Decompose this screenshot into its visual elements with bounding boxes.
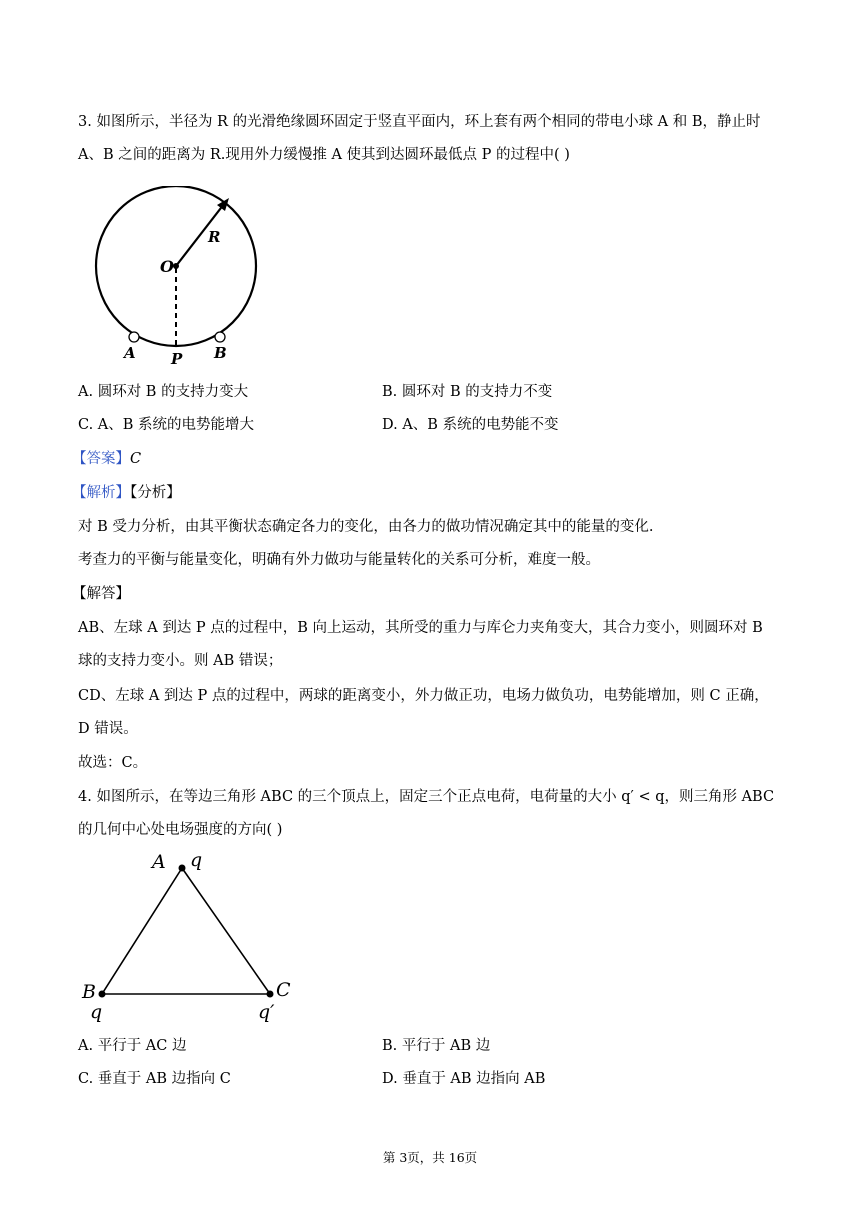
answer-value: C [130,451,142,467]
label-b: B [214,344,227,362]
q3-jieda-line4: D 错误。 [78,721,138,737]
q3-stem-line2: A、B 之间的距离为 R.现用外力缓慢推 A 使其到达圆环最低点 P 的过程中( ) [78,147,570,163]
q3-option-b: B. 圆环对 B 的支持力不变 [382,384,553,400]
q4-option-b: B. 平行于 AB 边 [382,1038,491,1054]
q4-option-c: C. 垂直于 AB 边指向 C [78,1071,231,1087]
vertex-c [267,991,274,998]
q3-conclusion: 故选：C。 [78,755,148,771]
q3-option-a: A. 圆环对 B 的支持力变大 [78,384,249,400]
analysis-tag: 【解析】 [72,485,130,501]
q4-stem-line1: 4. 如图所示，在等边三角形 ABC 的三个顶点上，固定三个正点电荷，电荷量的大小 q′ < q，则三角形 ABC [78,789,775,805]
label-r: R [208,228,221,246]
ball-a [129,332,139,342]
triangle-abc [102,868,270,994]
label-p: P [171,350,183,368]
q3-stem-line1: 3. 如图所示，半径为 R 的光滑绝缘圆环固定于竖直平面内，环上套有两个相同的带电小球 A 和 B，静止时 [78,114,761,130]
label-qc: q′ [258,1001,275,1023]
answer-tag: 【答案】 [72,451,130,467]
q3-option-c: C. A、B 系统的电势能增大 [78,417,255,433]
label-qa: q [190,849,203,871]
q3-circle-figure [90,186,270,370]
label-b: B [82,981,96,1003]
q4-option-a: A. 平行于 AC 边 [78,1038,187,1054]
q3-option-d: D. A、B 系统的电势能不变 [382,417,559,433]
label-a: A [152,851,166,873]
q3-fenxi-line2: 考查力的平衡与能量变化，明确有外力做功与能量转化的关系可分析，难度一般。 [78,552,600,568]
q4-option-d: D. 垂直于 AB 边指向 AB [382,1071,546,1087]
q3-jieda-tag: 【解答】 [72,586,130,602]
q4-stem-line2: 的几何中心处电场强度的方向( ) [78,822,283,838]
vertex-b [99,991,106,998]
label-qb: q [90,1001,103,1023]
label-c: C [276,979,291,1001]
q3-jieda-line3: CD、左球 A 到达 P 点的过程中，两球的距离变小，外力做正功，电场力做负功，电势能增加，则 C 正确， [78,688,769,704]
q3-answer [72,449,141,469]
q3-fenxi-line1: 对 B 受力分析，由其平衡状态确定各力的变化，由各力的做功情况确定其中的能量的变化. [78,519,654,535]
q4-triangle-figure [78,846,318,1026]
ball-b [215,332,225,342]
fenxi-tag: 【分析】 [130,485,181,501]
page-footer: 第 3页，共 16页 [382,1150,478,1165]
label-o: O [160,257,174,276]
vertex-a [179,865,186,872]
label-a: A [124,344,136,362]
q3-jieda-line1: AB、左球 A 到达 P 点的过程中，B 向上运动，其所受的重力与库仑力夹角变大，其合力变小，则圆环对 B [78,620,763,636]
q3-analysis-heading [72,483,181,503]
q3-jieda-line2: 球的支持力变小。则 AB 错误； [78,653,283,669]
